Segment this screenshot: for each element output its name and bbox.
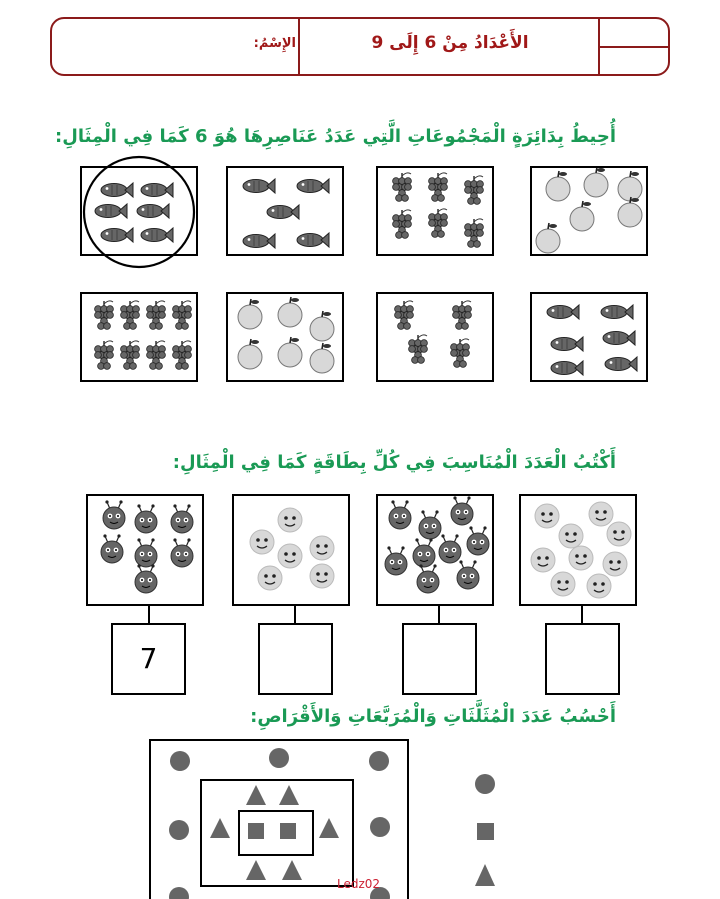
smiley-icon [569, 546, 593, 570]
grapes-icon [409, 335, 428, 364]
card-connector [581, 606, 583, 623]
grapes-icon [465, 219, 484, 248]
smiley-icon [278, 544, 302, 568]
bug-icon [171, 504, 193, 533]
triangle-icon [282, 860, 302, 880]
apple-icon [536, 223, 560, 253]
card-box [376, 494, 494, 606]
grapes-icon [121, 341, 140, 370]
circle-icon [269, 748, 289, 768]
card-connector [294, 606, 296, 623]
answer-box[interactable] [402, 623, 477, 695]
bug-icon [385, 546, 407, 575]
apple-icon [310, 343, 334, 373]
apple-icon [570, 201, 594, 231]
answer-box[interactable] [258, 623, 333, 695]
group-box [530, 166, 648, 256]
bug-icon [439, 534, 461, 563]
fish-icon [297, 179, 329, 193]
shapes-figure [148, 738, 412, 899]
bug-icon [417, 564, 439, 593]
smiley-icon [531, 548, 555, 572]
smiley-icon [310, 536, 334, 560]
watermark: Ledz02 [337, 877, 381, 891]
bug-icon [451, 496, 473, 525]
fish-icon [267, 205, 299, 219]
grapes-icon [465, 176, 484, 205]
smiley-icon [551, 572, 575, 596]
card-box [519, 494, 637, 606]
bug-icon [467, 526, 489, 555]
grapes-icon [395, 301, 414, 330]
group-box [226, 166, 344, 256]
worksheet-title: الأَعْدَادُ مِنْ 6 إِلَى 9 [371, 33, 529, 53]
fish-icon [551, 361, 583, 375]
apple-icon [238, 339, 262, 369]
exercise3-instruction: أَحْسُبُ عَدَدَ الْمُثَلَّثَاتِ وَالْمُرَبَّعَاتِ وَالأَقْرَاصِ: [250, 706, 616, 727]
apple-icon [238, 299, 262, 329]
grapes-icon [393, 173, 412, 202]
smiley-icon [559, 524, 583, 548]
fish-icon [605, 357, 637, 371]
triangle-icon [319, 818, 339, 838]
header-divider [600, 46, 668, 48]
apple-icon [278, 337, 302, 367]
bug-icon [389, 500, 411, 529]
circle-icon [370, 817, 390, 837]
smiley-icon [607, 522, 631, 546]
answer-box[interactable]: 7 [111, 623, 186, 695]
grapes-icon [95, 341, 114, 370]
apple-icon [546, 171, 570, 201]
fish-icon [243, 179, 275, 193]
grapes-icon [173, 341, 192, 370]
smiley-icon [589, 502, 613, 526]
smiley-icon [587, 574, 611, 598]
grapes-icon [453, 301, 472, 330]
grapes-icon [393, 210, 412, 239]
triangle-icon [475, 864, 495, 886]
smiley-icon [603, 552, 627, 576]
triangle-icon [210, 818, 230, 838]
bug-icon [135, 504, 157, 533]
fish-icon [297, 233, 329, 247]
circle-icon [170, 751, 190, 771]
group-box [530, 292, 648, 382]
group-box [376, 292, 494, 382]
bug-icon [103, 500, 125, 529]
square-icon [280, 823, 296, 839]
answer-box[interactable] [545, 623, 620, 695]
apple-icon [310, 311, 334, 341]
card-box [232, 494, 350, 606]
bug-icon [135, 538, 157, 567]
square-icon [477, 823, 494, 840]
smiley-icon [258, 566, 282, 590]
card-box [86, 494, 204, 606]
circle-icon [169, 820, 189, 840]
fish-icon [603, 331, 635, 345]
triangle-icon [279, 785, 299, 805]
grapes-icon [173, 301, 192, 330]
fish-icon [601, 305, 633, 319]
fish-icon [547, 305, 579, 319]
group-box [376, 166, 494, 256]
circle-icon [475, 774, 495, 794]
grapes-icon [429, 173, 448, 202]
grapes-icon [147, 341, 166, 370]
grapes-icon [429, 209, 448, 238]
grapes-icon [121, 301, 140, 330]
triangle-icon [246, 785, 266, 805]
grapes-icon [95, 301, 114, 330]
circle-icon [369, 751, 389, 771]
fish-icon [243, 234, 275, 248]
group-box [226, 292, 344, 382]
square-icon [248, 823, 264, 839]
example-circle [80, 150, 200, 274]
apple-icon [584, 168, 608, 197]
apple-icon [278, 297, 302, 327]
card-connector [148, 606, 150, 623]
apple-icon [618, 197, 642, 227]
fish-icon [551, 337, 583, 351]
bug-icon [101, 534, 123, 563]
group-box [80, 292, 198, 382]
bug-icon [419, 510, 441, 539]
smiley-icon [250, 530, 274, 554]
smiley-icon [278, 508, 302, 532]
card-connector [438, 606, 440, 623]
bug-icon [171, 538, 193, 567]
exercise1-instruction: أُحِيطُ بِدَائِرَةٍ الْمَجْمُوعَاتِ الَّتِي عَدَدُ عَنَاصِرِهَا هُوَ 6 كَمَا فِي الْمِثَالِ: [55, 126, 616, 147]
smiley-icon [535, 504, 559, 528]
apple-icon [618, 171, 642, 201]
triangle-icon [246, 860, 266, 880]
circle-icon [169, 887, 189, 899]
bug-icon [413, 538, 435, 567]
exercise2-instruction: أَكْتُبُ الْعَدَدَ الْمُنَاسِبَ فِي كُلِّ بِطَاقَةٍ كَمَا فِي الْمِثَالِ: [172, 452, 616, 473]
bug-icon [457, 560, 479, 589]
grapes-icon [451, 339, 470, 368]
bug-icon [135, 564, 157, 593]
grapes-icon [147, 301, 166, 330]
shapes-legend [468, 768, 502, 892]
smiley-icon [310, 564, 334, 588]
header-box [50, 17, 670, 76]
name-label: الإِسْمُ: [253, 36, 296, 51]
